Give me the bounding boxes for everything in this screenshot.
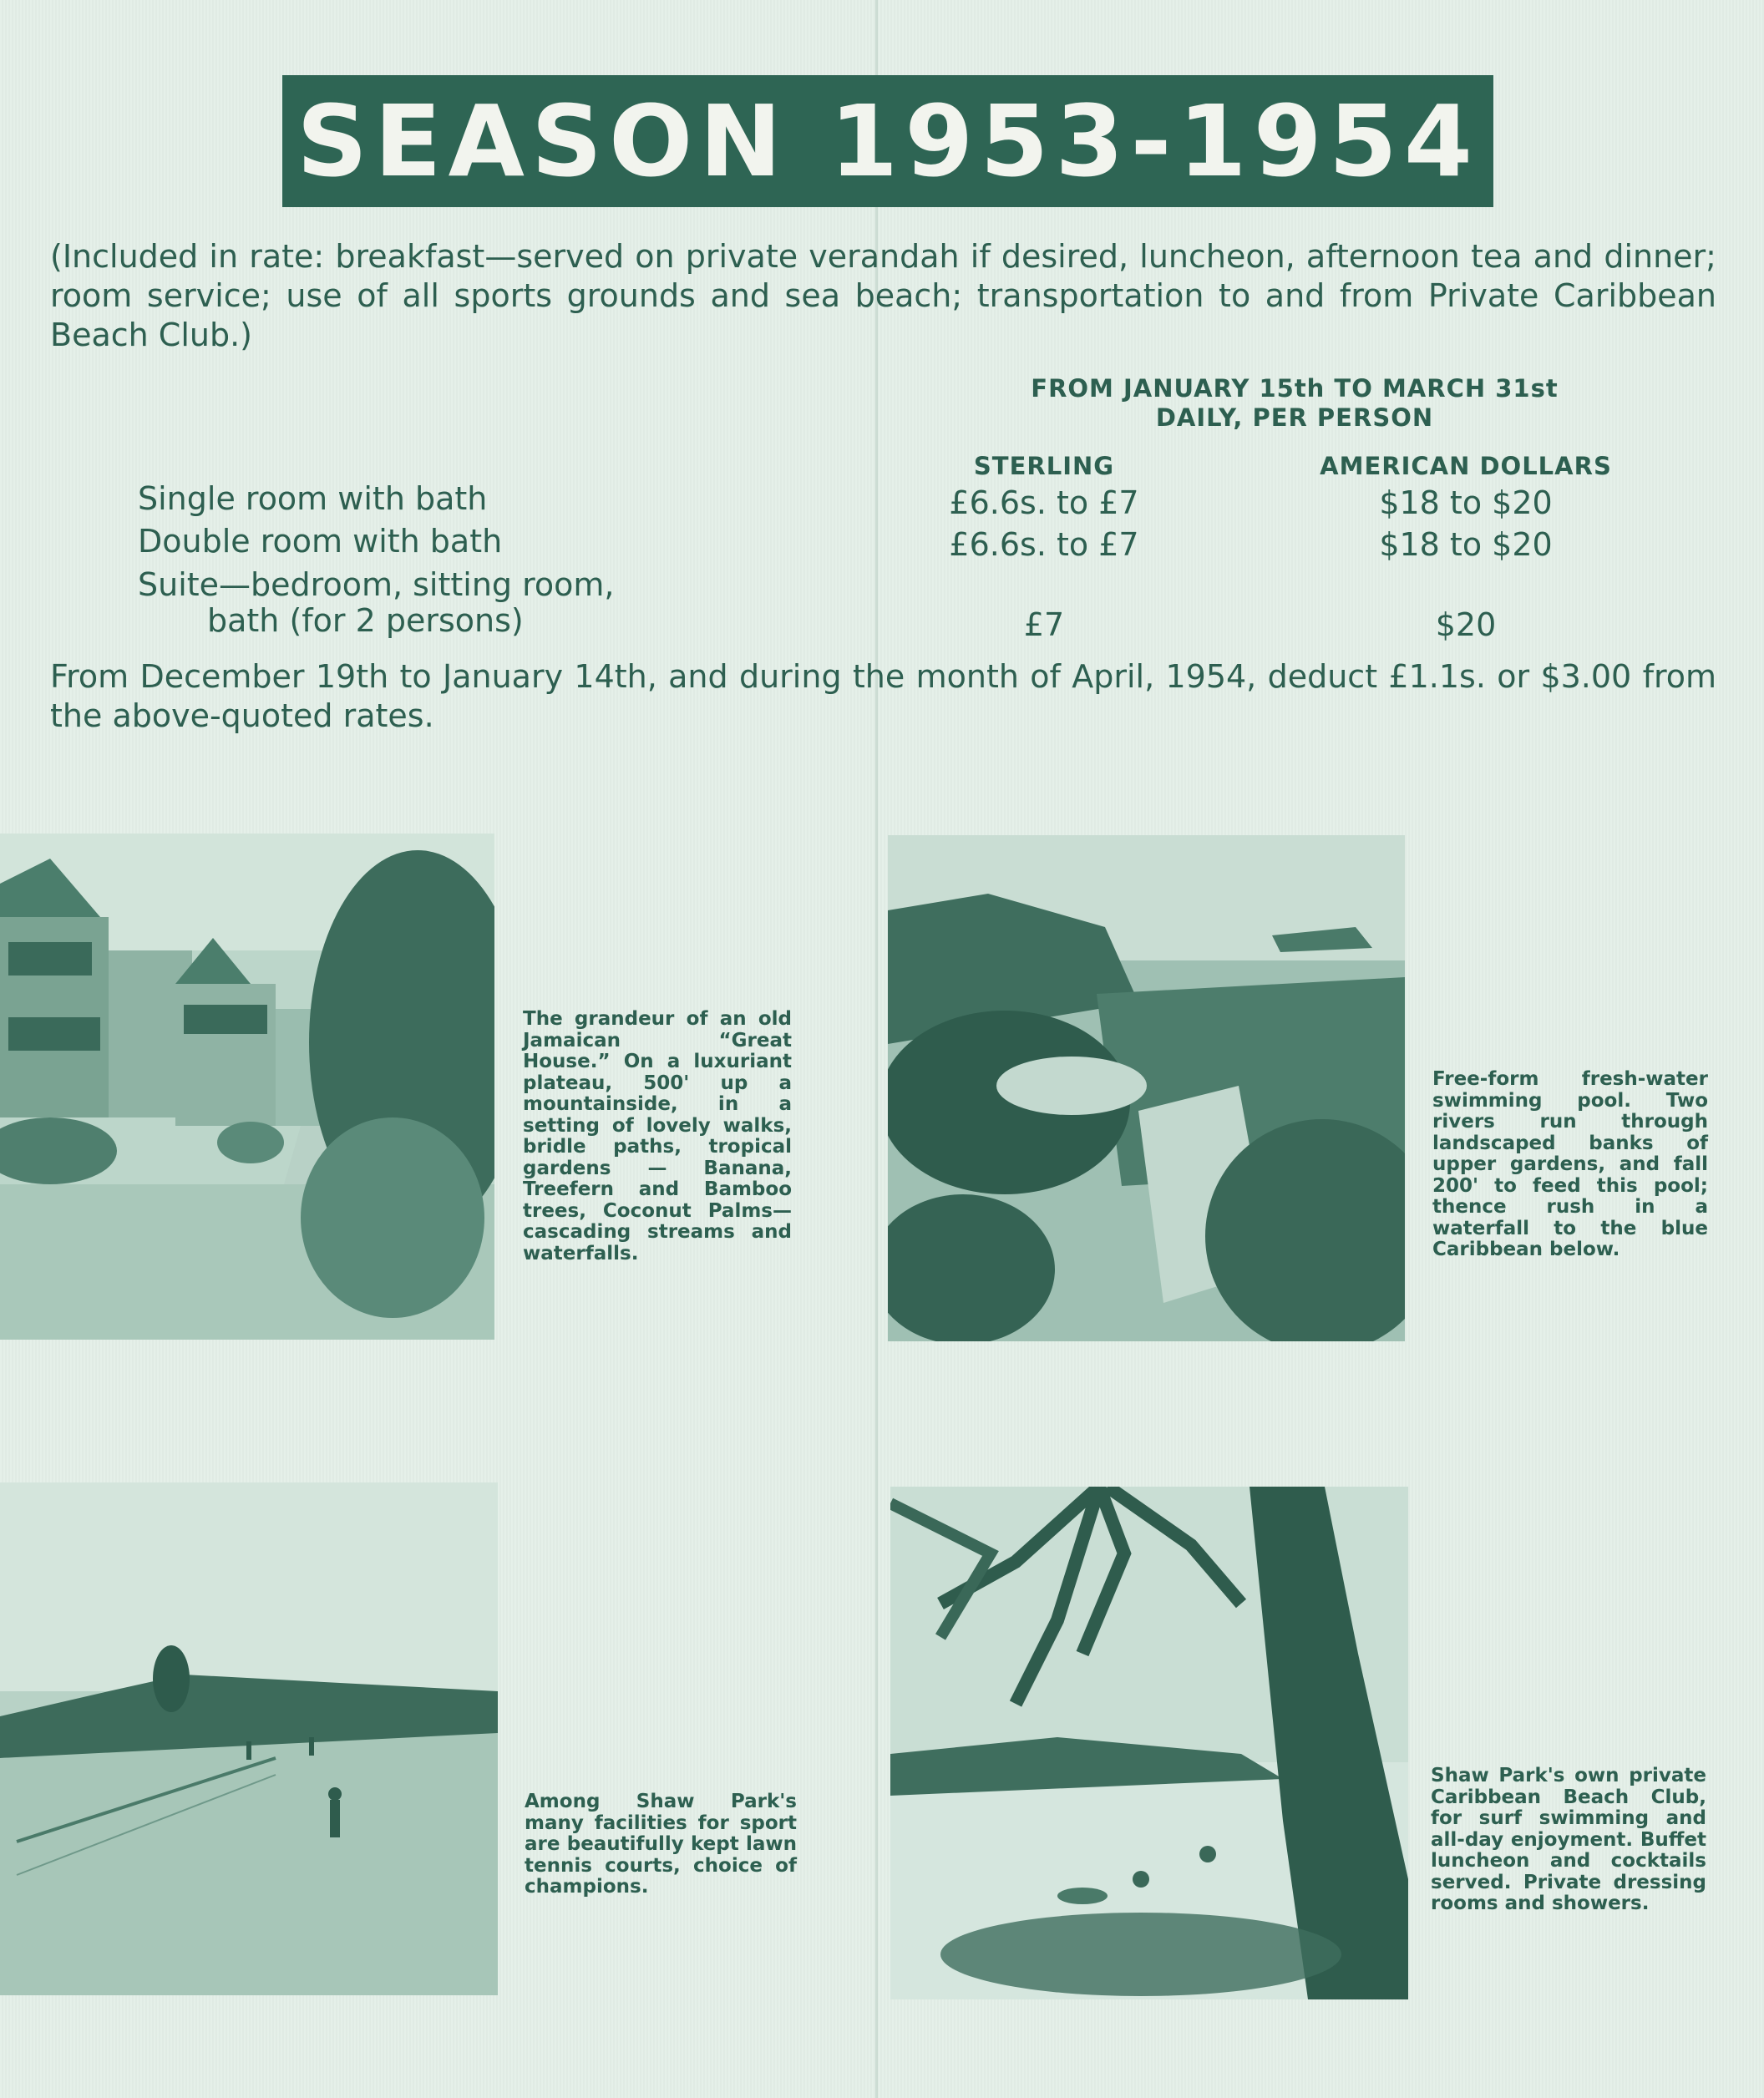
rate-period-header [919,374,1670,433]
page-title: SEASON 1953-1954 [297,84,1479,199]
rate-row-label-continued: bath (for 2 persons) [207,602,524,639]
pool-photo [888,835,1405,1341]
beach-photo [890,1487,1408,1999]
tennis-caption: Among Shaw Park's many facilities for sport are beautifully kept lawn tennis courts, choice of champions. [525,1791,797,1898]
column-header-dollars: AMERICAN DOLLARS [1320,452,1612,480]
rate-row-dollars: $18 to $20 [1379,484,1553,521]
pool-caption: Free-form fresh-water swimming pool. Two rivers run through landscaped banks of upper gardens, and fall 200' to feed this pool; thence rush in a waterfall to the blue Caribbean below. [1432,1068,1708,1260]
great-house-photo [0,834,494,1340]
rate-period: FROM JANUARY 15th TO MARCH 31st [1031,374,1559,403]
rate-basis: DAILY, PER PERSON [1155,403,1434,432]
great-house-caption: The grandeur of an old Jamaican “Great House.” On a luxuriant plateau, 500' up a mountainside, in a setting of lovely walks, bridle paths, tropical gardens — Banana, Treefern and Bamboo trees, Coconut Palms—cascading streams and waterfalls. [523,1008,792,1264]
rate-row-sterling: £6.6s. to £7 [949,526,1139,563]
beach-caption: Shaw Park's own private Caribbean Beach Club, for surf swimming and all-day enjoyment. Buffet luncheon and cocktails served. Private dressing rooms and showers. [1431,1765,1706,1914]
rate-row-label: Single room with bath [138,480,488,517]
column-header-sterling: STERLING [973,452,1115,480]
off-season-note: From December 19th to January 14th, and during the month of April, 1954, deduct £1.1s. or $3.00 from the above-quoted rates. [50,658,1716,734]
rate-row-sterling: £6.6s. to £7 [949,484,1139,521]
rate-row-dollars: $20 [1435,606,1497,643]
rate-row-dollars: $18 to $20 [1379,526,1553,563]
rate-row-label: Suite—bedroom, sitting room, [138,566,615,603]
rate-row-label: Double room with bath [138,523,503,560]
title-band [282,75,1493,207]
rate-inclusions: (Included in rate: breakfast—served on private verandah if desired, luncheon, afternoon tea and dinner; room service; use of all sports grounds and sea beach; transportation to and from Private Caribbean Beach Club.) [50,238,1716,353]
tennis-photo [0,1482,498,1995]
rate-row-sterling: £7 [1023,606,1065,643]
